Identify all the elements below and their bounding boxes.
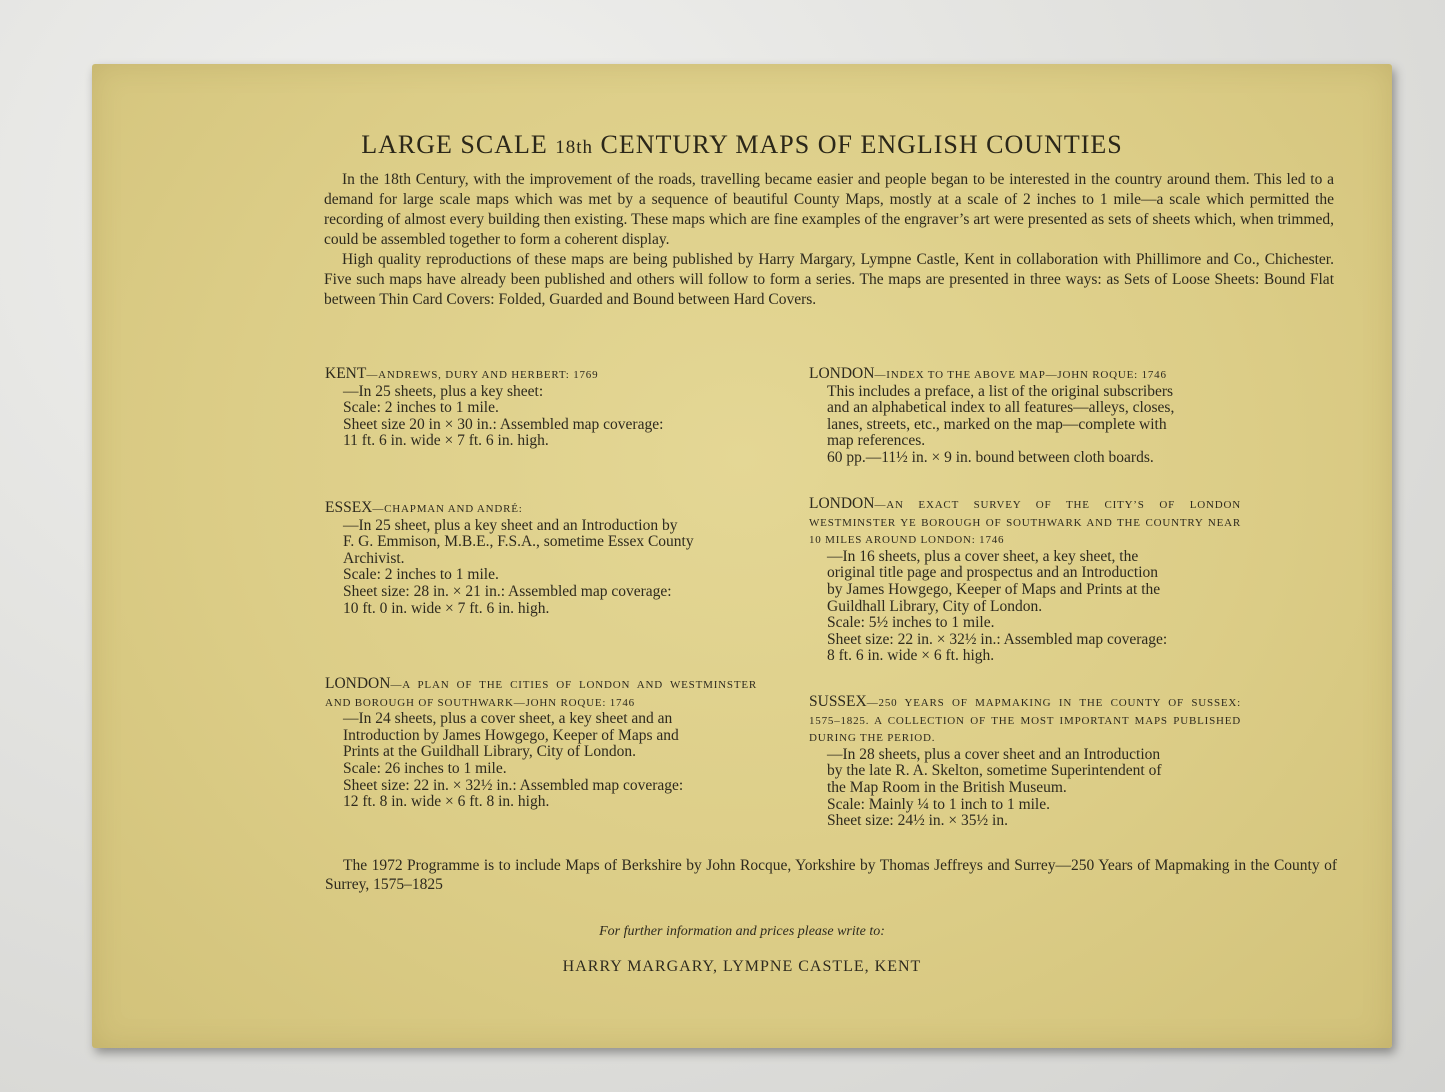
entry-line: Scale: 26 inches to 1 mile. — [343, 759, 507, 777]
entry-heading — [325, 366, 757, 384]
entry-subtitle: —ANDREWS, DURY AND HERBERT: 1769 — [366, 369, 599, 381]
entry-subtitle: —A PLAN OF THE CITIES OF LONDON AND WESTMINSTER AND BOROUGH OF SOUTHWARK—JOHN ROQUE: 1746 — [325, 679, 757, 709]
entry-line: Sheet size: 24½ in. × 35½ in. — [827, 812, 1008, 830]
entry-essex — [325, 500, 757, 617]
entry-line: —In 25 sheets, plus a key sheet: — [343, 382, 544, 400]
programme-text: The 1972 Programme is to include Maps of Berkshire by John Rocque, Yorkshire by Thomas Jeffreys and Surrey—250 Years of Mapmaking in the County of Surrey, 1575–1825 — [325, 857, 1337, 893]
entry-line: F. G. Emmison, M.B.E., F.S.A., sometime Essex County — [343, 533, 694, 551]
entry-line: lanes, streets, etc., marked on the map—complete with — [827, 415, 1167, 433]
entry-kent — [325, 366, 757, 450]
entry-line: 10 ft. 0 in. wide × 7 ft. 6 in. high. — [343, 599, 550, 617]
intro-paragraph-2: High quality reproductions of these maps are being published by Harry Margary, Lympne Castle, Kent in collaboration with Phillimore and Co., Chichester. Five such maps have already been published and others will follow to form a series. The maps are presented in three ways: as Sets of Loose Sheets: Bound Flat between Thin Card Covers: Folded, Guarded and Bound between Hard Covers. — [324, 251, 1334, 308]
entry-line: —In 24 sheets, plus a cover sheet, a key sheet and an — [343, 710, 673, 728]
entry-subtitle: —AN EXACT SURVEY OF THE CITY’S OF LONDON WESTMINSTER YE BOROUGH OF SOUTHWARK AND THE COUNTRY NEAR 10 MILES AROUND LONDON: 1746 — [809, 499, 1241, 547]
further-info-text: For further information and prices please write to: — [599, 924, 885, 939]
entry-london-index — [809, 366, 1241, 467]
entry-line: Prints at the Guildhall Library, City of London. — [343, 743, 637, 761]
entry-line: —In 25 sheet, plus a key sheet and an Introduction by — [343, 516, 678, 534]
entry-line: Sheet size 20 in × 30 in.: Assembled map coverage: — [343, 415, 664, 433]
entry-line: Sheet size: 22 in. × 32½ in.: Assembled map coverage: — [343, 776, 684, 794]
page-title — [92, 130, 1392, 160]
entry-subtitle: —INDEX TO THE ABOVE MAP—JOHN ROQUE: 1746 — [874, 369, 1167, 381]
entry-subtitle: —CHAPMAN AND ANDRÉ: — [372, 503, 523, 515]
entry-heading — [325, 676, 757, 711]
entry-london-plan — [325, 676, 757, 811]
title-text-3: CENTURY MAPS OF ENGLISH COUNTIES — [593, 130, 1123, 159]
entry-name: LONDON — [809, 365, 875, 382]
entry-line: 8 ft. 6 in. wide × 6 ft. high. — [827, 647, 995, 665]
entry-line: Scale: 5½ inches to 1 mile. — [827, 614, 995, 632]
entry-name: KENT — [325, 365, 367, 382]
entry-line: —In 28 sheets, plus a cover sheet and an Introduction — [827, 745, 1161, 763]
entry-name: SUSSEX — [809, 693, 867, 710]
entry-line: Scale: 2 inches to 1 mile. — [343, 399, 499, 417]
entry-line: Introduction by James Howgego, Keeper of Maps and — [343, 726, 679, 744]
entry-line: map references. — [827, 432, 926, 450]
entry-line: Archivist. — [343, 549, 405, 567]
publisher-address: HARRY MARGARY, LYMPNE CASTLE, KENT — [562, 958, 922, 975]
entry-line: Sheet size: 22 in. × 32½ in.: Assembled map coverage: — [827, 630, 1168, 648]
entry-line: by the late R. A. Skelton, sometime Superintendent of — [827, 762, 1162, 780]
entry-line: 60 pp.—11½ in. × 9 in. bound between cloth boards. — [827, 448, 1154, 466]
entry-name: LONDON — [809, 495, 875, 512]
entry-subtitle: —250 YEARS OF MAPMAKING IN THE COUNTY OF SUSSEX: 1575–1825. A COLLECTION OF THE MOST IMPORTANT MAPS PUBLISHED DURING THE PERIOD. — [809, 697, 1241, 745]
entry-heading — [325, 500, 757, 518]
programme-note — [325, 856, 1337, 894]
entry-name: ESSEX — [325, 499, 373, 516]
entry-line: the Map Room in the British Museum. — [827, 778, 1067, 796]
entry-london-survey — [809, 496, 1241, 665]
intro-text — [324, 170, 1334, 310]
entry-line: Guildhall Library, City of London. — [827, 597, 1043, 615]
entry-sussex — [809, 694, 1241, 830]
entry-heading — [809, 496, 1241, 549]
entry-heading — [809, 694, 1241, 747]
book-back-cover — [92, 64, 1392, 1048]
entry-line: by James Howgego, Keeper of Maps and Prints at the — [827, 580, 1161, 598]
intro-paragraph-1: In the 18th Century, with the improvement of the roads, travelling became easier and people began to be interested in the country around them. This led to a demand for large scale maps which was met by a sequence of beautiful County Maps, mostly at a scale of 2 inches to 1 mile—a scale which permitted the recording of almost every building then existing. These maps which are fine examples of the engraver’s art were presented as sets of sheets which, when trimmed, could be assembled together to form a coherent display. — [324, 171, 1334, 248]
entry-line: and an alphabetical index to all features—alleys, closes, — [827, 399, 1175, 417]
entry-line: original title page and prospectus and an Introduction — [827, 564, 1159, 582]
entry-line: —In 16 sheets, plus a cover sheet, a key sheet, the — [827, 547, 1139, 565]
entry-line: Sheet size: 28 in. × 21 in.: Assembled map coverage: — [343, 582, 672, 600]
entry-line: This includes a preface, a list of the original subscribers — [827, 382, 1174, 400]
title-text-1: LARGE SCALE — [361, 130, 556, 159]
entry-line: 11 ft. 6 in. wide × 7 ft. 6 in. high. — [343, 432, 549, 450]
entry-heading — [809, 366, 1241, 384]
entry-line: 12 ft. 8 in. wide × 6 ft. 8 in. high. — [343, 793, 550, 811]
title-text-2: 18th — [555, 137, 594, 158]
entry-line: Scale: Mainly ¼ to 1 inch to 1 mile. — [827, 795, 1050, 813]
entry-name: LONDON — [325, 675, 391, 692]
entry-line: Scale: 2 inches to 1 mile. — [343, 566, 499, 584]
